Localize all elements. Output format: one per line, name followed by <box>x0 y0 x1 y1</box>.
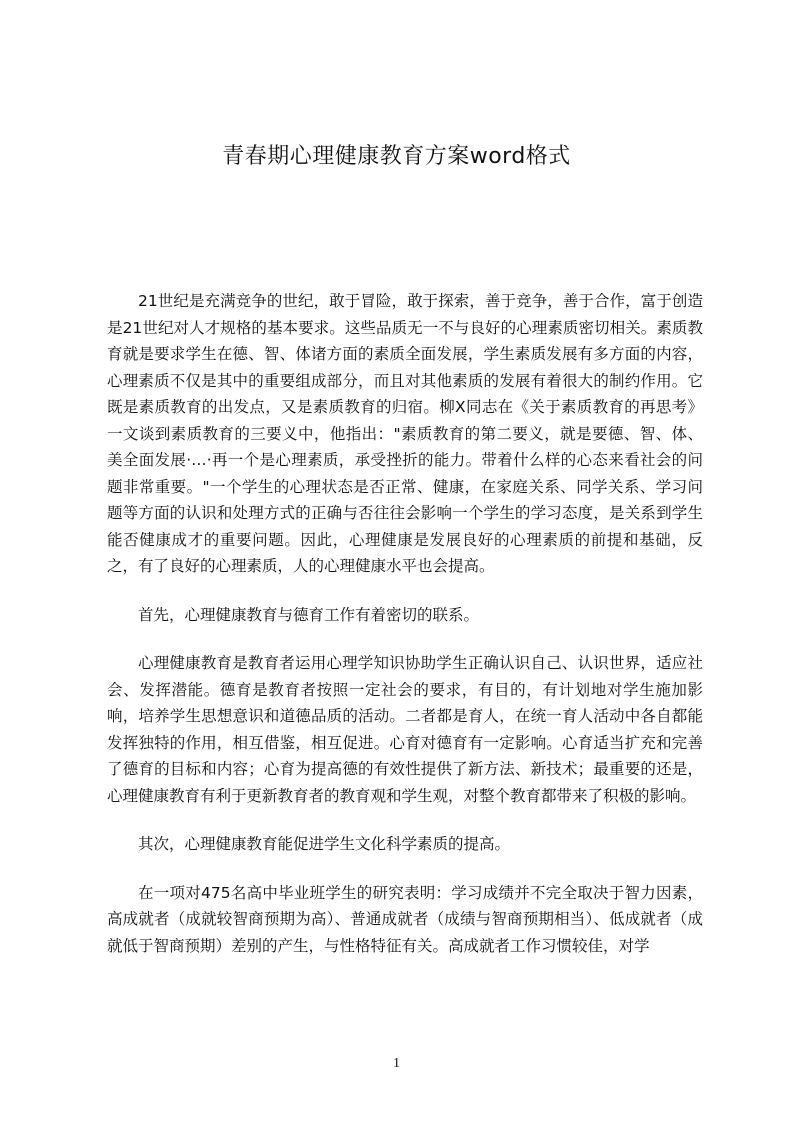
paragraph-moral-education: 心理健康教育是教育者运用心理学知识协助学生正确认识自己、认识世界，适应社会、发挥潜能。德育是教育者按照一定社会的要求，有目的，有计划地对学生施加影响，培养学生思想意识和道德品质的活动。二者都是育人，在统一育人活动中各自都能发挥独特的作用，相互借鉴，相互促进。心育对德育有一定影响。心育适当扩充和完善了德育的目标和内容；心育为提高德的有效性提供了新方法、新技术；最重要的还是，心理健康教育有利于更新教育者的教育观和学生观，对整个教育都带来了积极的影响。 <box>107 654 703 805</box>
page-number: 1 <box>393 1056 400 1071</box>
paragraph-culture-science-heading: 其次，心理健康教育能促进学生文化科学素质的提高。 <box>138 835 511 853</box>
document-body <box>107 288 703 959</box>
document-title: 青春期心理健康教育方案word格式 <box>222 144 571 169</box>
paragraph-moral-education-heading: 首先，心理健康教育与德育工作有着密切的联系。 <box>138 605 480 624</box>
paragraph-intro: 21世纪是充满竞争的世纪，敢于冒险，敢于探索，善于竞争，善于合作，富于创造是21世纪对人才规格的基本要求。这些品质无一不与良好的心理素质密切相关。素质教育就是要求学生在德、智、体诸方面的素质全面发展，学生素质发展有多方面的内容，心理素质不仅是其中的重要组成部分，而且对其他素质的发展有着很大的制约作用。它既是素质教育的出发点，又是素质教育的归宿。柳X同志在《关于素质教育的再思考》一文谈到素质教育的三要义中，他指出："素质教育的第二要义，就是要德、智、体、美全面发展·…·再一个是心理素质，承受挫折的能力。带着什么样的心态来看社会的问题非常重要。"一个学生的心理状态是否正常、健康，在家庭关系、同学关系、学习问题等方面的认识和处理方式的正确与否往往会影响一个学生的学习态度，是关系到学生能否健康成才的重要问题。因此，心理健康是发展良好的心理素质的前提和基础，反之，有了良好的心理素质，人的心理健康水平也会提高。 <box>107 292 703 575</box>
paragraph-study-research: 在一项对475名高中毕业班学生的研究表明：学习成绩并不完全取决于智力因素，高成就者（成就较智商预期为高）、普通成就者（成绩与智商预期相当）、低成就者（成就低于智商预期）差别的产生，与性格特征有关。高成就者工作习惯较佳，对学 <box>107 883 703 955</box>
